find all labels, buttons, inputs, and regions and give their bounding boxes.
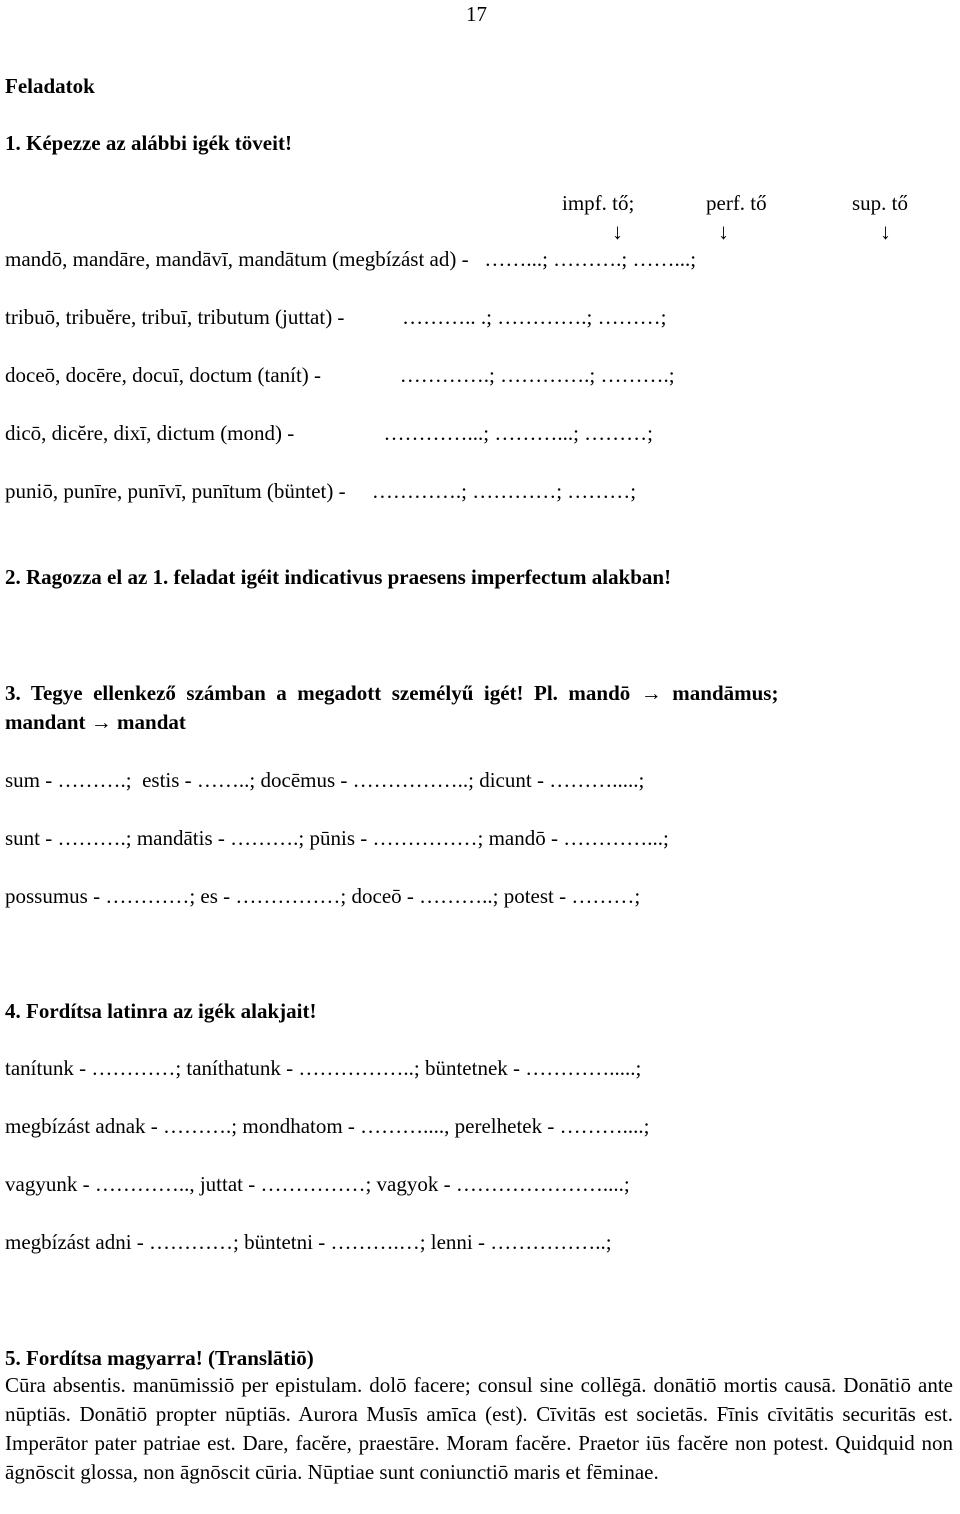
- task3-title-cont: mandant → mandat: [5, 710, 186, 734]
- task2-title: 2. Ragozza el az 1. feladat igéit indicativus praesens imperfectum alakban!: [5, 565, 672, 589]
- section-heading: Feladatok: [5, 74, 95, 98]
- task4-row: megbízást adni - …………; büntetni - ……….…; lenni - ……………..;: [5, 1230, 612, 1254]
- task4-row: vagyunk - ………….., juttat - ……………; vagyok - …………………....;: [5, 1172, 630, 1196]
- task4-row: megbízást adnak - ……….; mondhatom - ………...., perelhetek - ………....;: [5, 1114, 650, 1138]
- task4-title: 4. Fordítsa latinra az igék alakjait!: [5, 999, 317, 1023]
- page-number: 17: [466, 2, 487, 26]
- task3-row: sunt - ……….; mandātis - ……….; pūnis - ……………; mandō - …………...;: [5, 826, 669, 850]
- down-arrow-icon: ↓: [880, 219, 891, 244]
- task3-title: 3. Tegye ellenkező számban a megadott személyű igét! Pl. mandō → mandāmus;: [5, 681, 779, 705]
- col-header-perf: perf. tő: [706, 191, 767, 215]
- task1-row: doceō, docēre, docuī, doctum (tanít) - ………….; ………….; ……….;: [5, 363, 675, 387]
- task1-title: 1. Képezze az alábbi igék töveit!: [5, 131, 292, 155]
- task1-row: puniō, punīre, punīvī, punītum (büntet) - ………….; …………; ………;: [5, 479, 637, 503]
- task5-text: Cūra absentis. manūmissiō per epistulam. dolō facere; consul sine collēgā. donātiō mortis causā. Donātiō ante nūptiās. Donātiō propter nūptiās. Aurora Musīs amīca (est). Cīvitās est societās. Fīnis cīvitātis securitās est. Imperātor pater patriae est. Dare, facĕre, praestāre. Moram facĕre. Praetor iūs facĕre non potest. Quidquid non āgnōscit glossa, non āgnōscit cūria. Nūptiae sunt coniunctiō maris et fēminae.: [5, 1373, 953, 1484]
- task4-row: tanítunk - …………; taníthatunk - ……………..; büntetnek - ………….....;: [5, 1056, 642, 1080]
- task3-row: possumus - …………; es - ……………; doceō - ………..; potest - ………;: [5, 884, 641, 908]
- col-header-sup: sup. tő: [852, 191, 909, 215]
- task1-row: tribuō, tribuĕre, tribuī, tributum (juttat) - ……….. .; ………….; ………;: [5, 305, 667, 329]
- task3-row: sum - ……….; estis - ……..; docēmus - ……………..; dicunt - ……….....;: [5, 768, 645, 792]
- down-arrow-icon: ↓: [718, 219, 729, 244]
- task1-row: dicō, dicĕre, dixī, dictum (mond) - …………...; ………...; ………;: [5, 421, 654, 445]
- task1-row: mandō, mandāre, mandāvī, mandātum (megbízást ad) - ……...; ……….; ……...;: [5, 247, 697, 271]
- down-arrow-icon: ↓: [612, 219, 623, 244]
- task5-title: 5. Fordítsa magyarra! (Translātiō): [5, 1346, 314, 1370]
- col-header-impf: impf. tő;: [562, 191, 635, 215]
